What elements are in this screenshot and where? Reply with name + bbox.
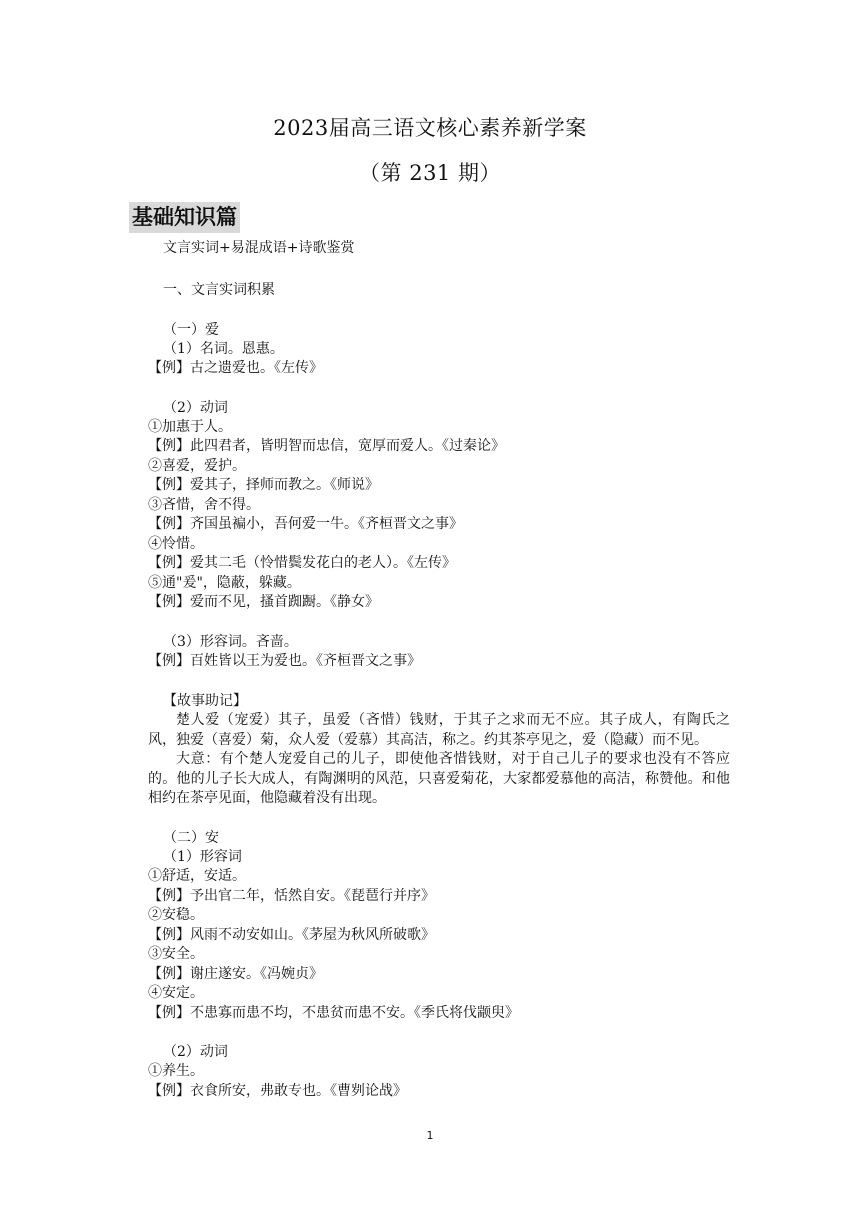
definition-text: ①舒适，安适。 [148,868,246,884]
example-text: 【例】衣食所安，弗敢专也。《曹刿论战》 [148,1083,407,1099]
definition-text: ④怜惜。 [148,536,204,552]
page-number: 1 [426,1129,434,1142]
example-text: 【例】爱而不见，搔首踟蹰。《静女》 [148,594,379,610]
definition-text: ①加惠于人。 [148,419,232,435]
entry-heading-an: （二）安 [163,830,219,846]
entry-heading-ai: （一）爱 [163,322,219,338]
example-text: 【例】此四君者，皆明智而忠信，宽厚而爱人。《过秦论》 [148,438,505,454]
definition-text: ②喜爱，爱护。 [148,458,246,474]
sense-label: （2）动词 [163,1044,228,1060]
example-text: 【例】风雨不动安如山。《茅屋为秋风所破歌》 [148,927,435,943]
sense-label: （3）形容词。吝啬。 [163,634,298,650]
example-text: 【例】百姓皆以王为爱也。《齐桓晋文之事》 [148,653,421,669]
translation-paragraph: 大意：有个楚人宠爱自己的儿子，即使他吝惜钱财，对于自己儿子的要求也没有不答应的。他的儿子长大成人，有陶渊明的风范，只喜爱菊花，大家都爱慕他的高洁，称赞他。和他相约在茶亭见面，他隐藏着没有出现。 [148,751,730,806]
example-text: 【例】予出官二年，恬然自安。《琵琶行并序》 [148,888,435,904]
example-text: 【例】爱其二毛（怜惜鬓发花白的老人）。《左传》 [148,555,456,571]
sense-label: （1）形容词 [163,849,242,865]
part-heading: 一、文言实词积累 [163,282,275,298]
example-text: 【例】爱其子，择师而教之。《师说》 [148,477,379,493]
example-text: 【例】齐国虽褊小，吾何爱一牛。《齐桓晋文之事》 [148,516,463,532]
example-text: 【例】谢庄遂安。《冯婉贞》 [148,966,323,982]
section-heading: 基础知识篇 [129,202,240,233]
document-title: 2023届高三语文核心素养新学案 [273,116,587,140]
definition-text: ③安全。 [148,946,204,962]
sense-label: （1）名词。恩惠。 [163,341,284,357]
subtitle: 文言实词+易混成语+诗歌鉴赏 [163,240,355,256]
sense-label: （2）动词 [163,400,228,416]
story-heading: 【故事助记】 [163,693,247,709]
story-paragraph: 楚人爱（宠爱）其子，虽爱（吝惜）钱财，于其子之求而无不应。其子成人，有陶氏之风，独爱（喜爱）菊，众人爱（爱慕）其高洁，称之。约其茶亭见之，爱（隐藏）而不见。 [148,712,730,748]
definition-text: ③吝惜，舍不得。 [148,497,260,513]
issue-number: （第 231 期） [359,161,501,185]
definition-text: ②安稳。 [148,907,204,923]
definition-text: ④安定。 [148,985,204,1001]
example-text: 【例】古之遗爱也。《左传》 [148,360,323,376]
definition-text: ①养生。 [148,1063,204,1079]
definition-text: ⑤通"爰"，隐蔽，躲藏。 [148,575,301,591]
example-text: 【例】不患寡而患不均，不患贫而患不安。《季氏将伐颛臾》 [148,1005,519,1021]
